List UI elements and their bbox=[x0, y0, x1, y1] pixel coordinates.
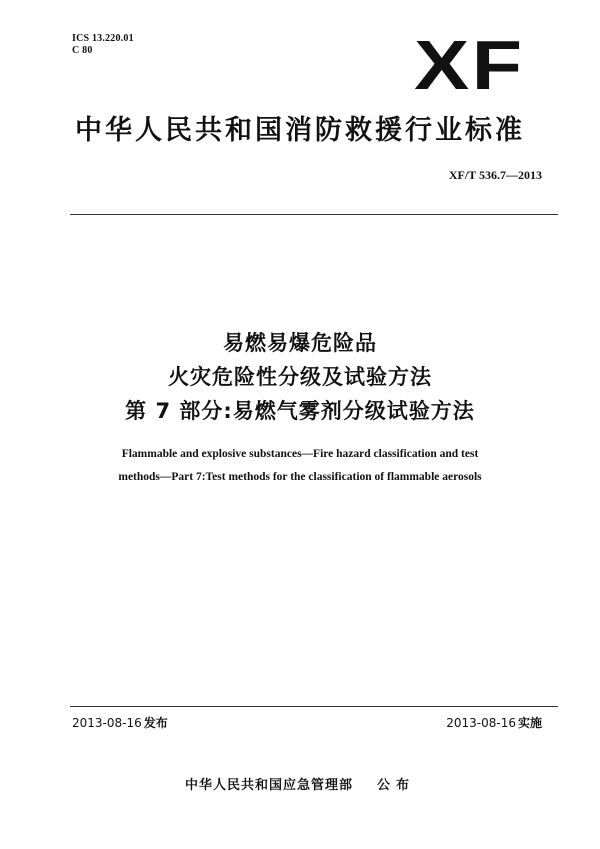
title-zh-line-3: 第 7 部分:易燃气雾剂分级试验方法 bbox=[125, 399, 475, 423]
standard-authority-title: 中华人民共和国消防救援行业标准 bbox=[75, 115, 525, 146]
implementation-date-value: 2013-08-16 bbox=[446, 716, 516, 730]
issue-date bbox=[72, 716, 168, 731]
title-en-line-1: Flammable and explosive substances—Fire hazard classification and test bbox=[121, 448, 479, 460]
issue-date-value: 2013-08-16 bbox=[72, 716, 142, 730]
ccs-number: C 80 bbox=[72, 45, 93, 56]
top-divider bbox=[70, 214, 558, 215]
title-zh-line-2: 火灾危险性分级及试验方法 bbox=[168, 365, 432, 389]
implementation-date bbox=[446, 716, 542, 731]
xf-logo: XF bbox=[413, 26, 524, 104]
standard-code: XF/T 536.7—2013 bbox=[448, 168, 542, 182]
title-en-line-2: methods—Part 7:Test methods for the classification of flammable aerosols bbox=[118, 471, 482, 483]
title-zh-line-1: 易燃易爆危险品 bbox=[223, 331, 377, 355]
ics-number: ICS 13.220.01 bbox=[72, 33, 134, 44]
bottom-divider bbox=[70, 706, 558, 707]
implementation-date-label: 实施 bbox=[517, 716, 542, 730]
publisher-name: 中华人民共和国应急管理部 bbox=[184, 778, 353, 793]
publisher bbox=[0, 778, 600, 794]
issue-date-label: 发布 bbox=[143, 716, 168, 730]
publisher-action: 公布 bbox=[377, 778, 416, 793]
